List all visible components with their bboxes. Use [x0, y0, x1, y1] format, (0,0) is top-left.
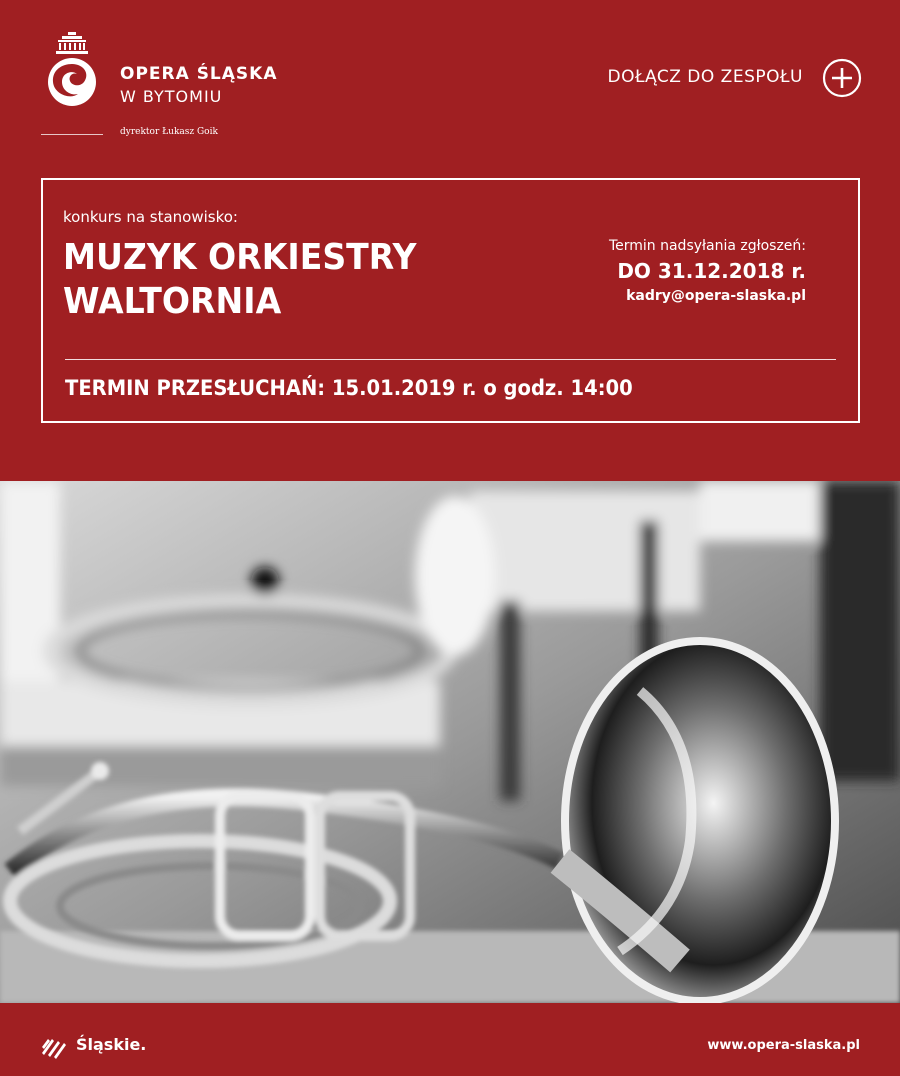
join-team-link[interactable]: DOŁĄCZ DO ZESPOŁU: [607, 67, 803, 87]
opera-logo-icon: [40, 30, 104, 108]
website-link[interactable]: www.opera-slaska.pl: [707, 1038, 860, 1053]
contest-label: konkurs na stanowisko:: [63, 208, 238, 226]
header: [0, 0, 900, 150]
director-credit: dyrektor Łukasz Goik: [120, 127, 218, 137]
footer: [0, 1003, 900, 1076]
job-title: [63, 236, 416, 324]
slaskie-logo-icon: [40, 1033, 70, 1059]
job-title-line-1: MUZYK ORKIESTRY: [63, 237, 417, 278]
plus-circle-icon[interactable]: [822, 58, 862, 98]
announcement-box: [41, 178, 860, 423]
region-name: Śląskie.: [76, 1035, 147, 1054]
audition-date: TERMIN PRZESŁUCHAŃ: 15.01.2019 r. o godz. 14:00: [65, 376, 633, 400]
box-divider: [65, 359, 836, 360]
deadline-date: DO 31.12.2018 r.: [617, 259, 806, 283]
deadline-label: Termin nadsyłania zgłoszeń:: [608, 238, 806, 254]
deadline-block: [609, 237, 806, 306]
logo-divider: [41, 134, 103, 135]
french-horn-photo: [0, 481, 900, 1003]
brand-subtitle: W BYTOMIU: [120, 87, 223, 106]
brand-name: OPERA ŚLĄSKA: [120, 64, 278, 84]
contact-email-link[interactable]: kadry@opera-slaska.pl: [626, 288, 806, 304]
job-title-line-2: WALTORNIA: [63, 281, 282, 322]
